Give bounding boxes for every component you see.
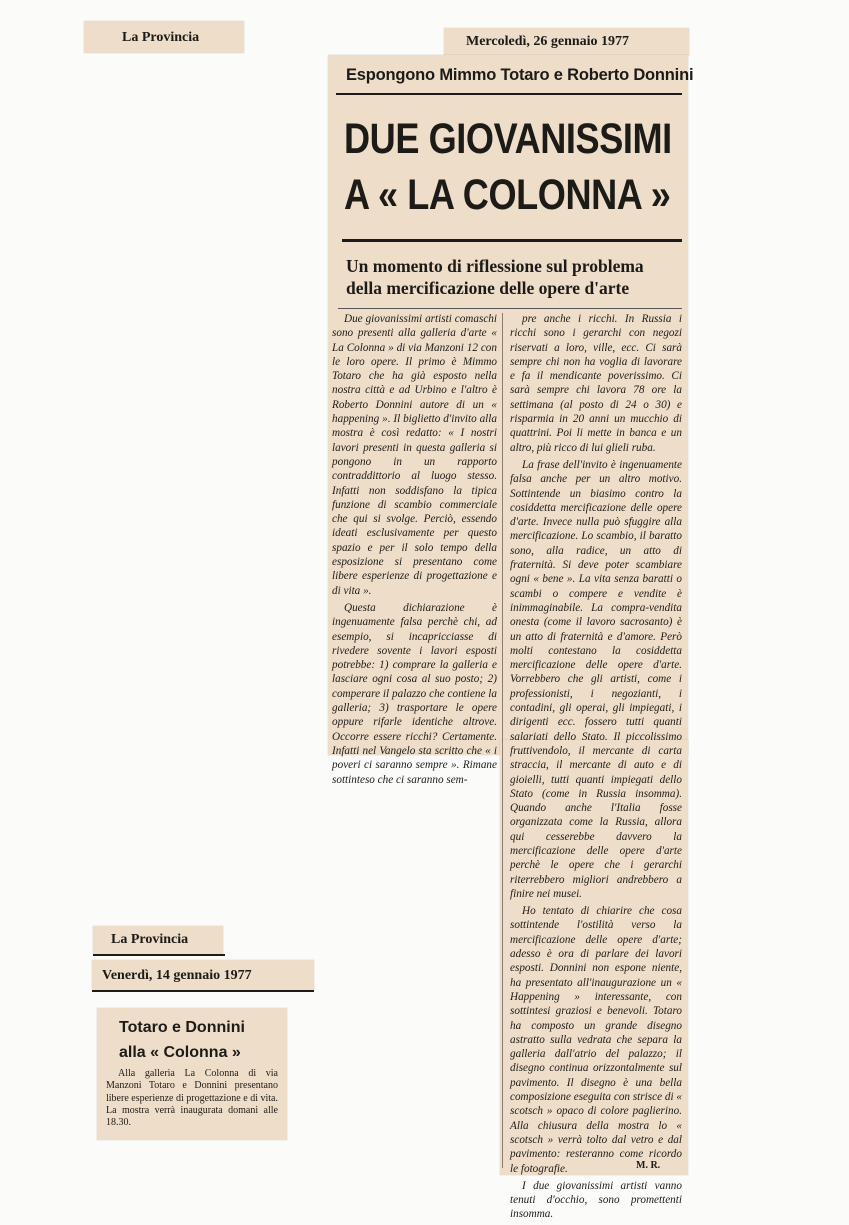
publication-date: Venerdì, 14 gennaio 1977 [102,968,252,983]
label-rule [93,954,225,956]
date-clipping [444,28,689,56]
subheadline-line-2: della mercificazione delle opere d'arte [346,278,630,298]
column-divider [502,313,503,1168]
author-signature: M. R. [636,1160,661,1171]
kicker-rule [336,93,682,95]
article-paragraph: pre anche i ricchi. In Russia i ricchi sono i gerarchi con negozi riservati a loro, ville, ecc. Ci sarà sempre chi non ha voglia di lavorare e fa il mendicante poverissimo. Ci sarà sempre chi lavora 78 ore la settimana (al posto di 24 o 30) e risparmia in 20 anni un mucchio di quattrini. Poi li mette in banca e un altro, più ricco di lui glieli ruba. [510,313,682,454]
newspaper-name-clipping-2 [93,926,223,954]
article-paragraph: Questa dichiarazione è ingenuamente falsa perchè chi, ad esempio, si incapricciasse di rivedere sovente i lavori esposti potrebbe: 1) comprare la galleria e lasciare ogni cosa al suo posto; 2) comperare il palazzo che contiene la galleria; 3) trasportare le opere oppure rifarle identiche altrove. Occorre essere ricchi? Certamente. Infatti nel Vangelo sta scritto che « i poveri ci saranno sempre ». Rimane sottinteso che ci saranno sem- [332,601,497,786]
article-paragraph: I due giovanissimi artisti vanno tenuti d'occhio, sono promettenti insomma. [510,1179,682,1221]
date-clipping-2 [92,960,314,990]
short-article-title-line-2: alla « Colonna » [119,1044,241,1061]
headline-line-2: A « LA COLONNA » [344,171,671,219]
article-column-2 [510,312,682,1225]
article-kicker: Espongono Mimmo Totaro e Roberto Donnini [346,66,694,84]
article-paragraph: La frase dell'invito è ingenuamente falsa anche per un altro motivo. Sottintende un biasimo contro la cosiddetta mercificazione delle opere d'arte. Invece nulla può sfuggire alla mercificazione. Lo scambio, il baratto sono, alla radice, un atto di fraternità. Si deve poter scambiare ogni « bene ». La vita senza baratti o scambi o compere e vendite è inimmaginabile. La compra-vendita onesta (come il lavoro sacrosanto) è un atto di fraternità e d'amore. Però molti contestano la cosiddetta mercificazione delle opere d'arte. Vorrebbero che gli artisti, come i professionisti, i negozianti, i contadini, gli operai, gli impiegati, i dirigenti ecc. fossero tutti quanti salariati dello Stato. Il piccolissimo fruttivendolo, il mercante di carta straccia, il mercante di auto e di gioielli, tutti quanti impiegati dello Stato (come in Russia insomma). Quando anche l'Italia fosse organizzata come la Russia, allora qui cesserebbe davvero la mercificazione delle opere d'arte perchè le opere che i gerarchi riterrebbero migliori andrebbero a finire nei musei. [510,458,682,900]
headline-line-1: DUE GIOVANISSIMI [344,115,672,163]
subheadline-line-1: Un momento di riflessione sul problema [346,256,644,276]
subheadline-rule [338,308,682,309]
short-article-paragraph: Alla galleria La Colonna di via Manzoni Totaro e Donnini presentano libere esperienze di progettazione e di vita. La mostra verrà inaugurata domani alle 18.30. [106,1068,278,1129]
headline-rule [342,239,682,242]
article-column-1 [332,312,497,790]
publication-date: Mercoledì, 26 gennaio 1977 [466,34,630,49]
newspaper-name: La Provincia [111,932,189,947]
newspaper-name: La Provincia [122,30,200,45]
date-rule [92,990,314,992]
short-article-title-line-1: Totaro e Donnini [119,1019,245,1036]
short-article-body [106,1068,278,1129]
article-paragraph: Ho tentato di chiarire che cosa sottintende l'ostilità verso la mercificazione delle opere d'arte; adesso è ora di parlare dei lavori esposti. Donnini non espone niente, ha presentato all'inaugurazione un « Happening » interessante, con sottintesi graziosi e benevoli. Totaro ha composto un grande disegno astratto sulla vedrata che separa la galleria dall'atrio del palazzo; il disegno continua orizzontalmente sul pavimento. Il disegno è una bella composizione eseguita con strisce di « scotsch » opaco di colore paglierino. Alla chiusura della mostra lo « scotsch » verrà tolto dal vetro e dal pavimento: resteranno come ricordo le fotografie. [510,905,682,1175]
article-paragraph: Due giovanissimi artisti comaschi sono presenti alla galleria d'arte « La Colonna » di via Manzoni 12 con le loro opere. Il primo è Mimmo Totaro che ha già esposto nella nostra città e ad Urbino e l'altro è Roberto Donnini autore di un « happening ». Il biglietto d'invito alla mostra è così redatto: « I nostri lavori presenti in questa galleria si pongono in un rapporto contraddittorio al luogo stesso. Infatti non soddisfano la tipica funzione di scambio commerciale che qui si svolge. Perciò, essendo ideati esclusivamente per questo spazio e per il solo tempo della esposizione si presentano come libere esperienze di progettazione e di vita ». [332,313,497,597]
newspaper-name-clipping [84,21,244,53]
